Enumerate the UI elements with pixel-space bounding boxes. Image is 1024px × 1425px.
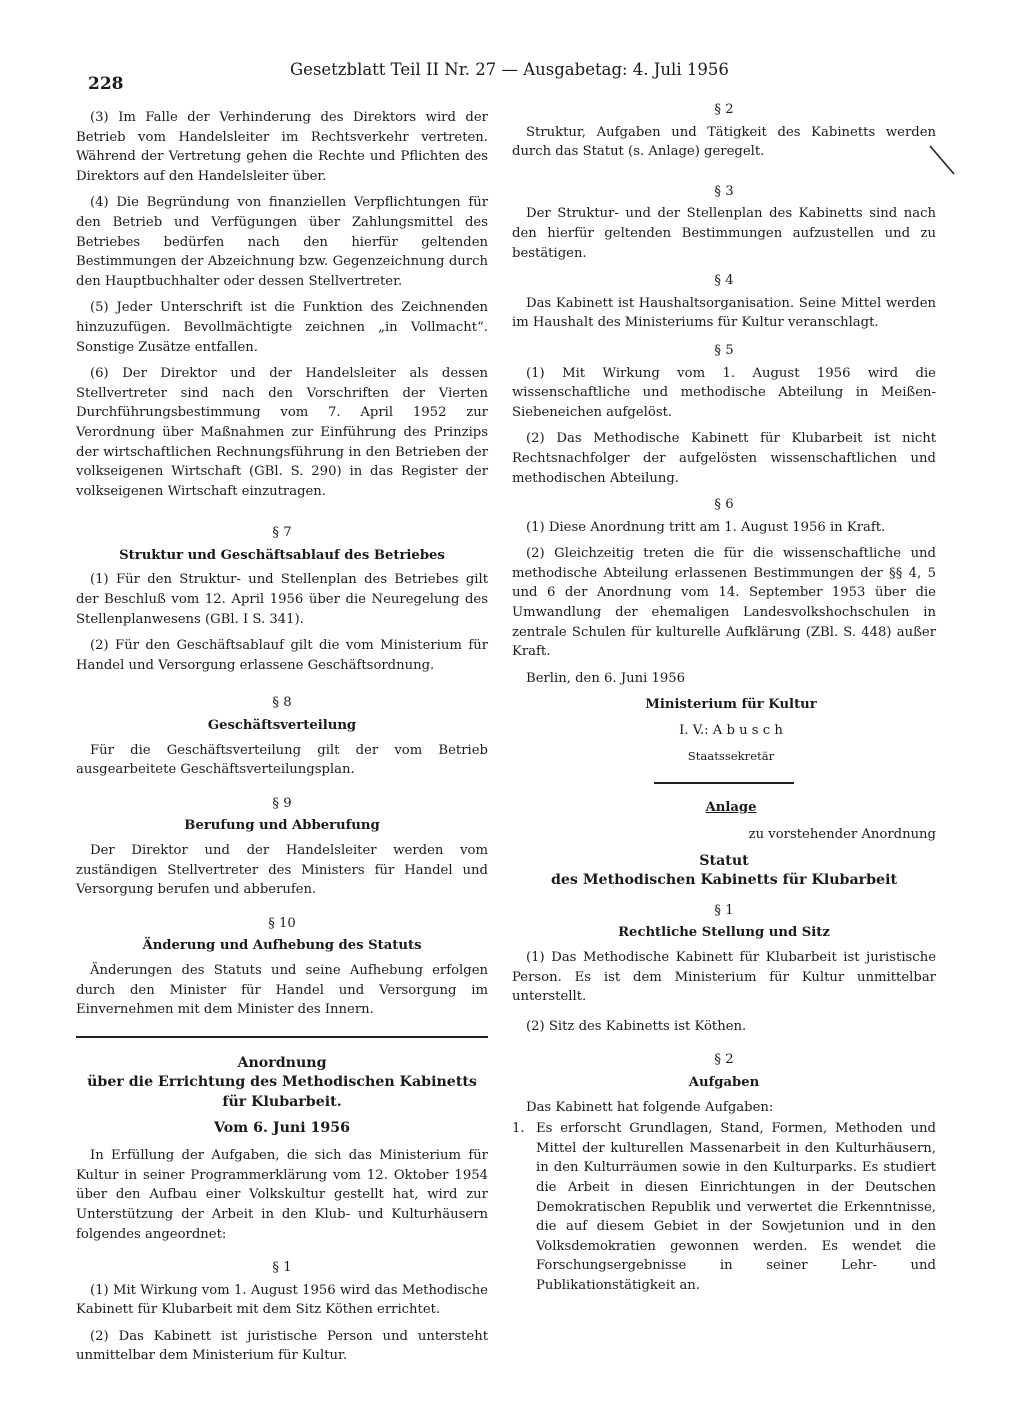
section-heading: Aufgaben <box>688 1074 760 1090</box>
section-number: § 6 <box>714 497 734 513</box>
section-heading: Änderung und Aufhebung des Statuts <box>142 938 422 954</box>
section-number: § 1 <box>714 902 734 918</box>
paragraph: (2) Das Kabinett ist juristische Person und untersteht unmittelbar dem Ministerium für Kultur. <box>76 1328 488 1364</box>
list-number: 1. <box>512 1121 525 1137</box>
paragraph: Das Kabinett hat folgende Aufgaben: <box>526 1099 774 1115</box>
document-date: Vom 6. Juni 1956 <box>213 1119 351 1136</box>
paragraph: Änderungen des Statuts und seine Aufhebung erfolgen durch den Minister für Handel und Versorgung im Einvernehmen mit dem Minister des Innern. <box>76 962 488 1018</box>
list-text: Es erforscht Grundlagen, Stand, Formen, Methoden und Mittel der kulturellen Massenarbeit in den Kulturhäusern, in den Kulturräumen sowie in den Kulturparks. Es studiert die Arbeit in diesen Einrichtungen in der Deutschen Demokratischen Republik und verwertet die Erkenntnisse, die auf diesem Gebiet in der Sowjetunion und in den Volksdemokratien gewonnen werden. Es wendet die Forschungsergebnisse in seiner Lehr- und Publikationstätigkeit an. <box>536 1121 936 1293</box>
paragraph: (2) Sitz des Kabinetts ist Köthen. <box>526 1018 747 1034</box>
pen-mark <box>924 140 964 180</box>
paragraph: Der Struktur- und der Stellenplan des Kabinetts sind nach den hierfür geltenden Bestimmungen aufzustellen und zu bestätigen. <box>512 206 936 261</box>
section-number: § 8 <box>272 695 292 711</box>
section-divider <box>76 1036 488 1038</box>
left-column <box>76 108 488 1373</box>
section-number: § 2 <box>714 1052 734 1068</box>
paragraph: (1) Mit Wirkung vom 1. August 1956 wird das Methodische Kabinett für Klubarbeit mit dem Sitz Köthen errichtet. <box>76 1282 488 1318</box>
section-heading: Rechtliche Stellung und Sitz <box>618 925 830 941</box>
section-number: § 2 <box>714 102 734 117</box>
section-number: § 7 <box>272 525 292 541</box>
paragraph: (1) Das Methodische Kabinett für Klubarbeit ist juristische Person. Es ist dem Ministerium für Kultur unmittelbar unterstellt. <box>512 950 936 1005</box>
place-date: Berlin, den 6. Juni 1956 <box>526 670 686 686</box>
section-heading: Struktur und Geschäftsablauf des Betriebes <box>119 547 445 563</box>
list-item <box>512 1119 936 1295</box>
paragraph: (2) Gleichzeitig treten die für die wissenschaftliche und methodische Abteilung erlassenen Bestimmungen der §§ 4, 5 und 6 der Anordnung vom 14. September 1953 über die Umwandlung der ehemaligen Landesvolkshochschulen in zentrale Schulen für kulturelle Aufklärung (ZBl. S. 448) außer Kraft. <box>512 546 936 660</box>
paragraph: (1) Für den Struktur- und Stellenplan des Betriebes gilt der Beschluß vom 12. April 1956 über die Neuregelung des Stellenplanwesens (GBl. I S. 341). <box>76 572 488 627</box>
paragraph: (2) Das Methodische Kabinett für Klubarbeit ist nicht Rechtsnachfolger der aufgelösten wissenschaftlichen und methodischen Abteilung. <box>512 431 936 486</box>
signature-divider <box>654 782 794 784</box>
right-column <box>512 100 936 1296</box>
section-number: § 4 <box>714 273 734 289</box>
paragraph: In Erfüllung der Aufgaben, die sich das Ministerium für Kultur in seiner Programmerklärung vom 12. Oktober 1954 über den Aufbau einer Volkskultur gestellt hat, wird zur Unterstützung der Arbeit in den Klub- und Kulturhäusern folgendes angeordnet: <box>76 1148 488 1242</box>
section-number: § 5 <box>714 342 734 358</box>
document-title: Anordnung über die Errichtung des Methodischen Kabinetts für Klubarbeit. <box>87 1054 477 1110</box>
annex-reference: zu vorstehender Anordnung <box>748 827 936 843</box>
paragraph: (5) Jeder Unterschrift ist die Funktion des Zeichnenden hinzuzufügen. Bevollmächtigte zeichnen „in Vollmacht“. Sonstige Zusätze entfallen. <box>76 300 488 355</box>
paragraph: (4) Die Begründung von finanziellen Verpflichtungen für den Betrieb und Verfügungen über Zahlungsmittel des Betriebes bedürfen nach den hierfür geltenden Bestimmungen der Abzeichnung bzw. Gegenzeichnung durch den Hauptbuchhalter oder dessen Stellvertreter. <box>76 195 488 289</box>
page-header <box>88 60 729 94</box>
paragraph: Struktur, Aufgaben und Tätigkeit des Kabinetts werden durch das Statut (s. Anlage) geregelt. <box>512 124 936 160</box>
section-number: § 9 <box>272 795 292 811</box>
section-heading: Geschäftsverteilung <box>207 718 357 734</box>
paragraph: (3) Im Falle der Verhinderung des Direktors wird der Betrieb vom Handelsleiter im Rechtsverkehr vertreten. Während der Vertretung gehen die Rechte und Pflichten des Direktors auf den Handelsleiter über. <box>76 110 488 184</box>
paragraph: Das Kabinett ist Haushaltsorganisation. Seine Mittel werden im Haushalt des Ministeriums für Kultur veranschlagt. <box>512 295 936 331</box>
paragraph: (1) Diese Anordnung tritt am 1. August 1956 in Kraft. <box>526 519 886 535</box>
paragraph: Der Direktor und der Handelsleiter werden vom zuständigen Stellvertreter des Ministers für Handel und Versorgung berufen und abberufen. <box>76 843 488 898</box>
section-number: § 1 <box>272 1260 292 1276</box>
signature-role: Staatssekretär <box>687 749 775 764</box>
paragraph: (2) Für den Geschäftsablauf gilt die vom Ministerium für Handel und Versorgung erlassene Geschäftsordnung. <box>76 638 488 673</box>
section-number: § 10 <box>268 915 296 931</box>
signature-name: I. V.: A b u s c h <box>679 723 783 739</box>
page-number: 228 <box>88 74 124 94</box>
running-title: Gesetzblatt Teil II Nr. 27 — Ausgabetag: 4. Juli 1956 <box>290 60 729 79</box>
statute-title: Statut des Methodischen Kabinetts für Klubarbeit <box>550 852 898 889</box>
paragraph: (1) Mit Wirkung vom 1. August 1956 wird die wissenschaftliche und methodische Abteilung in Meißen-Siebeneichen aufgelöst. <box>512 365 936 420</box>
signature-ministry: Ministerium für Kultur <box>645 697 817 713</box>
paragraph: Für die Geschäftsverteilung gilt der vom Betrieb ausgearbeitete Geschäftsverteilungsplan. <box>76 742 488 778</box>
annex-label: Anlage <box>705 800 757 816</box>
paragraph: (6) Der Direktor und der Handelsleiter als dessen Stellvertreter sind nach den Vorschriften der Vierten Durchführungsbestimmung vom 7. April 1952 zur Verordnung über Maßnahmen zur Einführung des Prinzips der wirtschaftlichen Rechnungsführung in den Betrieben der volkseigenen Wirtschaft (GBl. S. 290) in das Register der volkseigenen Wirtschaft einzutragen. <box>76 366 488 499</box>
section-number: § 3 <box>714 183 734 199</box>
section-heading: Berufung und Abberufung <box>184 818 380 834</box>
